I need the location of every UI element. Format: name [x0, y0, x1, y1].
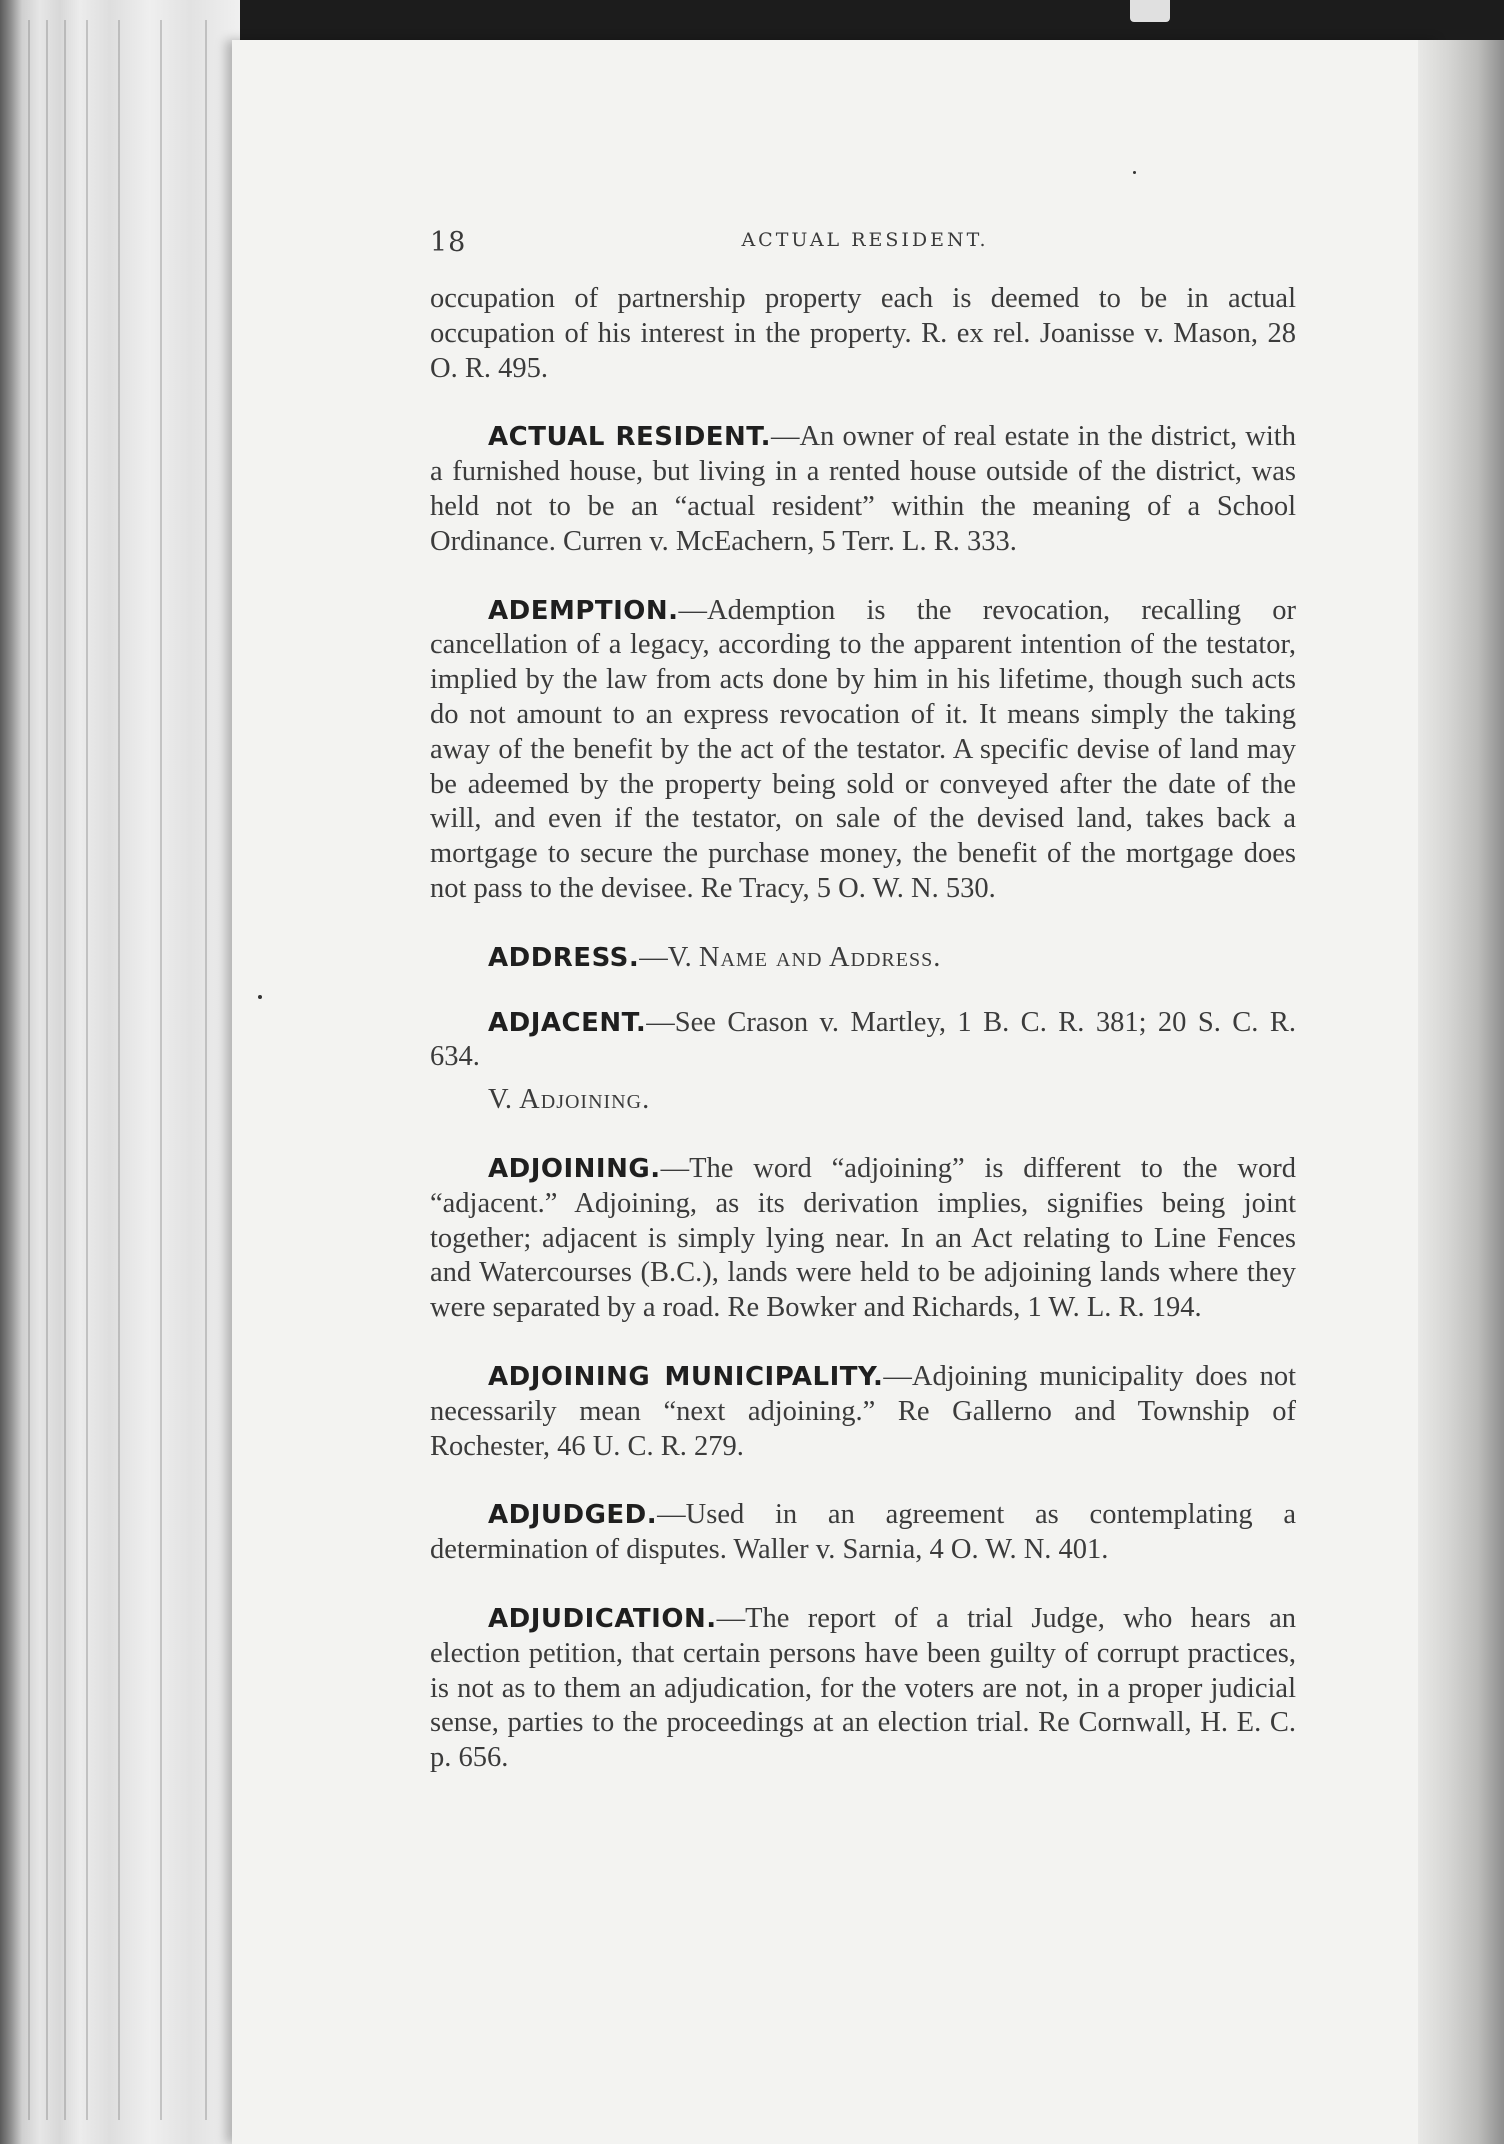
entry-term: ADJUDICATION. — [488, 1603, 717, 1634]
cross-reference-prefix: V. — [488, 1084, 520, 1116]
entry-text: —See Crason v. Martley, 1 B. C. R. 381; 20 S. C. R. 634. — [430, 1006, 1296, 1073]
entry-term: ADJACENT. — [488, 1007, 647, 1038]
entry-actual-resident — [430, 420, 1296, 559]
page-speck — [1133, 171, 1136, 174]
entry-adjacent-see-also — [430, 1083, 1296, 1118]
entry-term: ADDRESS. — [488, 942, 640, 973]
entry-adjudication — [430, 1602, 1296, 1776]
entry-adjoining — [430, 1152, 1296, 1326]
page-body — [430, 282, 1296, 1776]
entry-text: —Used in an agreement as contemplating a determination of disputes. Waller v. Sarnia, 4 O. W. N. 401. — [430, 1499, 1296, 1566]
cross-reference: Adjoining. — [519, 1084, 651, 1116]
running-title: ACTUAL RESIDENT. — [741, 229, 989, 251]
entry-adjoining-municipality — [430, 1360, 1296, 1464]
entry-text: —Adjoining municipality does not necessarily mean “next adjoining.” Re Gallerno and Township of Rochester, 46 U. C. R. 279. — [430, 1360, 1296, 1462]
running-head — [430, 227, 1300, 261]
cross-reference: Name and Address. — [698, 941, 942, 973]
entry-adjudged — [430, 1498, 1296, 1568]
book-page-edges — [0, 0, 240, 2144]
entry-term: ADJOINING MUNICIPALITY. — [488, 1361, 884, 1392]
page-speck — [258, 995, 262, 999]
entry-term: ADJOINING. — [488, 1153, 661, 1184]
book-ribbon — [1130, 0, 1170, 22]
entry-text: —Ademption is the revocation, recalling or cancellation of a legacy, according to the apparent intention of the testator, implied by the law from acts done by him in his lifetime, though such acts do not amount to an express revocation of it. It means simply the taking away of the benefit by the act of the testator. A specific devise of land may be adeemed by the property being sold or conveyed after the date of the will, and even if the testator, on sale of the devised land, takes back a mortgage to secure the purchase money, the benefit of the mortgage does not pass to the devisee. Re Tracy, 5 O. W. N. 530. — [430, 594, 1296, 904]
entry-term: ADJUDGED. — [488, 1500, 658, 1531]
page-number: 18 — [430, 227, 467, 258]
page-gutter-shadow — [1418, 40, 1504, 2144]
entry-text: —V. — [639, 941, 699, 973]
entry-text: occupation of partnership property each is deemed to be in actual occupation of his interest in the property. R. ex rel. Joanisse v. Mason, 28 O. R. 495. — [430, 283, 1296, 384]
entry-text: —The report of a trial Judge, who hears an election petition, that certain persons have been guilty of corrupt practices, is not as to them an adjudication, for the voters are not, in a proper judicial sense, parties to the proceedings at an election trial. Re Cornwall, H. E. C. p. 656. — [430, 1602, 1296, 1774]
entry-continuation — [430, 282, 1296, 386]
entry-term: ACTUAL RESIDENT. — [488, 422, 771, 453]
entry-text: —An owner of real estate in the district, with a furnished house, but living in a rented house outside of the district, was held not to be an “actual resident” within the meaning of a School Ordinance. Curren v. McEachern, 5 Terr. L. R. 333. — [430, 421, 1296, 557]
entry-term: ADEMPTION. — [488, 595, 679, 626]
entry-adjacent — [430, 1006, 1296, 1076]
entry-address — [430, 941, 1296, 976]
entry-text: —The word “adjoining” is different to the word “adjacent.” Adjoining, as its derivation implies, signifies being joint together; adjacent is simply lying near. In an Act relating to Line Fences and Watercourses (B.C.), lands were held to be adjoining lands where they were separated by a road. Re Bowker and Richards, 1 W. L. R. 194. — [430, 1152, 1296, 1324]
entry-ademption — [430, 594, 1296, 907]
